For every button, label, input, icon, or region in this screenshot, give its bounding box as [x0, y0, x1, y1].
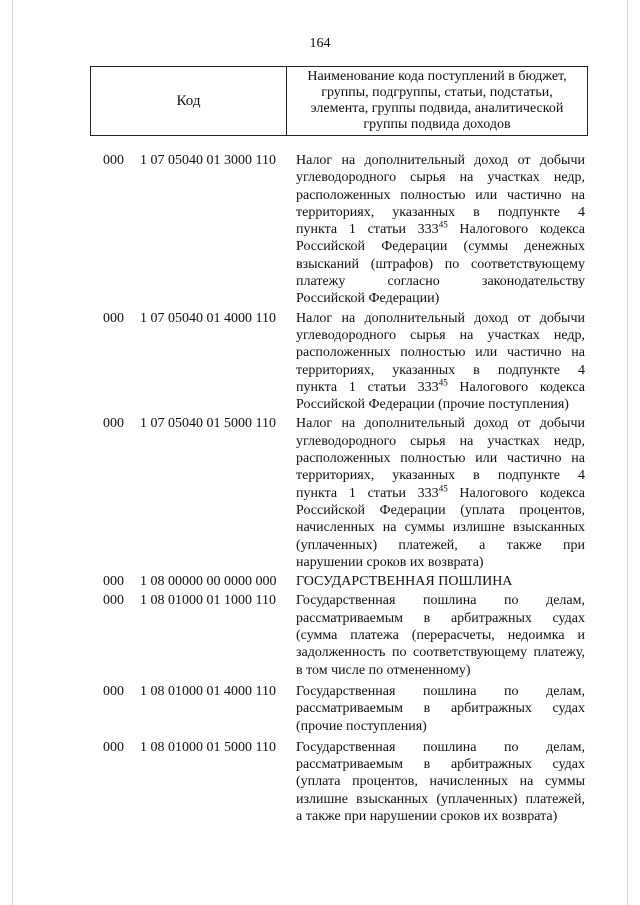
- row-admin-code: 000: [103, 739, 124, 755]
- description-line: рассматриваемым в арбитражных судах: [296, 701, 585, 717]
- article-tail-text: Налогового кодекса: [447, 485, 585, 501]
- row-description: [296, 683, 585, 735]
- description-line: Российской Федерации (суммы денежных: [296, 239, 585, 255]
- description-line: расположенных полностью или частично на: [296, 451, 585, 467]
- row-description: [296, 573, 585, 590]
- description-line: взысканий (штрафов) по соответствующему: [296, 256, 585, 272]
- table-header: [90, 66, 588, 136]
- row-description: [296, 739, 585, 825]
- description-line: Налог на дополнительный доход от добычи: [296, 153, 585, 168]
- article-superscript: 45: [438, 219, 448, 230]
- table-row: [0, 415, 640, 571]
- row-admin-code: 000: [103, 593, 124, 609]
- description-line: (уплаченных) платежей, а также при: [296, 537, 585, 553]
- article-superscript: 45: [438, 377, 448, 388]
- description-line: (сумма платежа (перерасчеты, недоимка и: [296, 628, 585, 644]
- header-kod-cell: Код: [91, 67, 287, 135]
- description-line: нарушении сроков их возврата): [296, 554, 484, 570]
- description-line: территориях, указанных в подпункте 4: [296, 362, 585, 378]
- description-line: пункта 1 статьи $333^{45}$ Налогового кодекса: [296, 219, 585, 238]
- description-line: Российской Федерации (уплата процентов,: [296, 502, 585, 518]
- description-line: территориях, указанных в подпункте 4: [296, 468, 585, 484]
- row-description: [296, 592, 585, 678]
- row-description: [296, 152, 585, 308]
- description-line: Государственная пошлина по делам,: [296, 593, 585, 609]
- row-admin-code: 000: [103, 683, 124, 699]
- article-tail-text: Налогового кодекса: [447, 379, 585, 395]
- description-line: расположенных полностью или частично на: [296, 187, 585, 203]
- row-description: [296, 310, 585, 414]
- description-line: Российской Федерации (прочие поступления): [296, 397, 569, 413]
- description-line: платежу согласно законодательству: [296, 274, 585, 290]
- description-line: рассматриваемым в арбитражных судах: [296, 610, 585, 626]
- description-line: Государственная пошлина по делам,: [296, 683, 585, 699]
- row-income-code: 1 07 05040 01 4000 110: [140, 310, 276, 326]
- row-income-code: 1 08 00000 00 0000 000: [140, 574, 277, 590]
- row-income-code: 1 07 05040 01 5000 110: [140, 416, 276, 432]
- article-tail-text: Налогового кодекса: [447, 222, 585, 238]
- row-admin-code: 000: [103, 310, 124, 326]
- description-line: углеводородного сырья на участках недр,: [296, 433, 585, 449]
- description-line: пункта 1 статьи $333^{45}$ Налогового кодекса: [296, 377, 585, 395]
- description-line: Российской Федерации): [296, 291, 440, 307]
- description-line: излишне взысканных (уплаченных) платежей,: [296, 791, 585, 807]
- article-superscript: 45: [438, 482, 448, 493]
- description-line: (уплата процентов, начисленных на суммы: [296, 774, 585, 790]
- description-line: углеводородного сырья на участках недр,: [296, 170, 585, 186]
- table-row: [0, 152, 640, 308]
- table-row: [0, 573, 640, 590]
- description-line: ГОСУДАРСТВЕННАЯ ПОШЛИНА: [296, 574, 513, 590]
- description-line: расположенных полностью или частично на: [296, 345, 585, 361]
- table-row: [0, 683, 640, 735]
- description-line: территориях, указанных в подпункте 4: [296, 204, 585, 220]
- table-body: [0, 152, 640, 825]
- description-line: Государственная пошлина по делам,: [296, 739, 585, 755]
- header-name-cell: Наименование кода поступлений в бюджет, группы, подгруппы, статьи, подстатьи, элемента, группы подвида, аналитической группы подвида доходов: [307, 69, 567, 132]
- description-line: Налог на дополнительный доход от добычи: [296, 416, 585, 432]
- description-line: (прочие поступления): [296, 718, 427, 734]
- row-income-code: 1 08 01000 01 4000 110: [140, 683, 276, 699]
- description-line: пункта 1 статьи $333^{45}$ Налогового кодекса: [296, 482, 585, 501]
- description-line: начисленных на суммы излишне взысканных: [296, 520, 585, 536]
- description-line: а также при нарушении сроков их возврата): [296, 808, 558, 824]
- row-income-code: 1 07 05040 01 3000 110: [140, 153, 276, 168]
- row-admin-code: 000: [103, 574, 124, 590]
- row-admin-code: 000: [103, 153, 124, 168]
- description-line: в том числе по отмененному): [296, 662, 471, 678]
- page-number: 164: [309, 36, 331, 51]
- table-row: [0, 739, 640, 825]
- table-row: [0, 310, 640, 414]
- row-income-code: 1 08 01000 01 1000 110: [140, 593, 276, 609]
- description-line: углеводородного сырья на участках недр,: [296, 327, 585, 343]
- description-line: Налог на дополнительный доход от добычи: [296, 310, 585, 326]
- description-line: задолженность по соответствующему платежу,: [296, 645, 585, 661]
- row-income-code: 1 08 01000 01 5000 110: [140, 739, 276, 755]
- row-description: [296, 415, 585, 571]
- table-row: [0, 592, 640, 678]
- row-admin-code: 000: [103, 416, 124, 432]
- description-line: рассматриваемым в арбитражных судах: [296, 757, 585, 773]
